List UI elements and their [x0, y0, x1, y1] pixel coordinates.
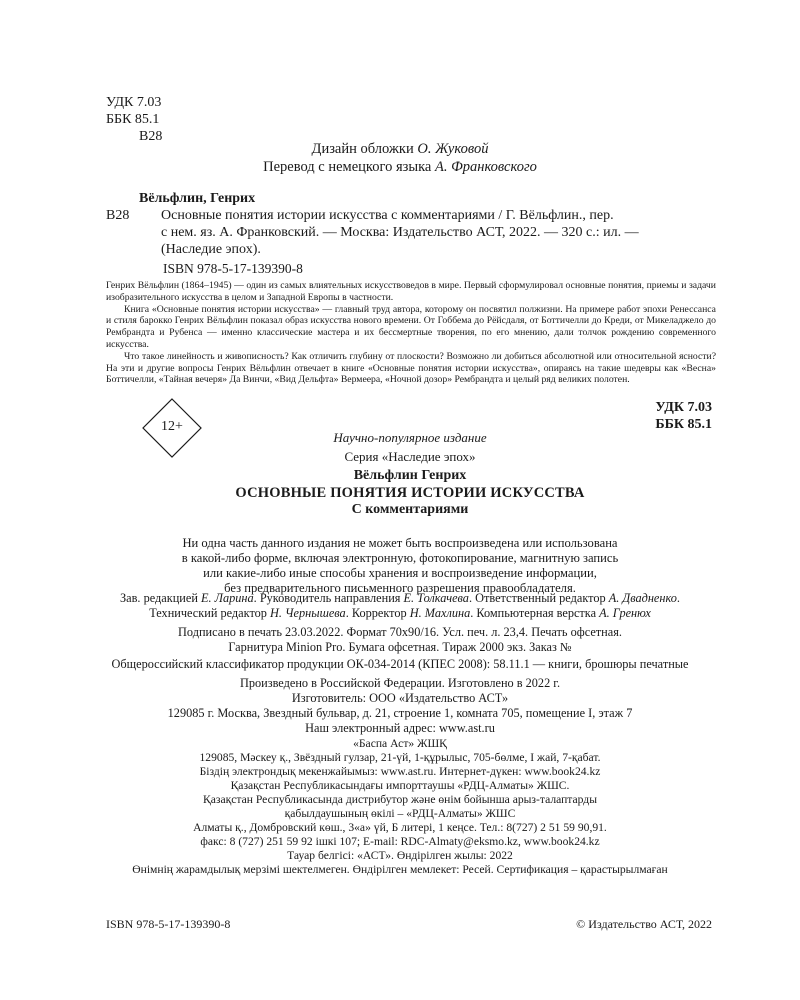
- staff-line: Зав. редакцией Е. Ларина. Руководитель направления Е. Толкачева. Ответственный редактор А. Двадненко.: [120, 591, 680, 605]
- copyright-notice: [0, 536, 800, 596]
- manufacturer-info: [0, 676, 800, 736]
- rights-line: или какие-либо иные способы хранения и воспроизведение информации,: [203, 566, 597, 580]
- catalog-line: с нем. яз. А. Франковский. — Москва: Издательство АСТ, 2022. — 320 с.: ил. —: [161, 225, 639, 240]
- kz-line: Алматы қ., Домбровский көш., 3«а» үй, Б литері, 1 кеңсе. Тел.: 8(727) 2 51 59 90,91.: [193, 821, 607, 834]
- bbk-code-right: ББК 85.1: [655, 417, 712, 432]
- book-title: ОСНОВНЫЕ ПОНЯТИЯ ИСТОРИИ ИСКУССТВА: [235, 485, 585, 501]
- kz-line: факс: 8 (727) 251 59 92 ішкі 107; E-mail: RDC-Almaty@eksmo.kz, www.book24.kz: [200, 835, 600, 848]
- annotation-paragraph: Книга «Основные понятия истории искусства» — главный труд автора, которому он посвятил полжизни. На примере работ эпохи Ренессанса и стиля барокко Генрих Вёльфлин показал образ искусства нового времени. От Гоббема до Рёйсдаля, от Боттичелли до Креди, от Микеладжело до Рембрандта и Рубенса — именно классические мастера и их бессмертные творения, по его мнению, дали толчок рождению современного искусства.: [106, 303, 716, 350]
- udk-code-right: УДК 7.03: [655, 400, 712, 415]
- made-line: Наш электронный адрес: www.ast.ru: [305, 721, 495, 735]
- rights-line: в какой-либо форме, включая электронную, фотокопирование, магнитную запись: [181, 551, 619, 565]
- rights-line: Ни одна часть данного издания не может быть воспроизведена или использована: [182, 536, 618, 550]
- footer-copyright: © Издательство АСТ, 2022: [576, 917, 712, 931]
- book-subtitle: С комментариями: [351, 502, 469, 517]
- print-line: Подписано в печать 23.03.2022. Формат 70х90/16. Усл. печ. л. 23,4. Печать офсетная.: [178, 625, 622, 639]
- kz-line: Тауар белгісі: «АСТ». Өндірілген жылы: 2022: [287, 849, 513, 862]
- kz-line: Қазақстан Республикасында дистрибутор және өнім бойынша арыз-талаптарды: [203, 793, 597, 806]
- edition-type: Научно-популярное издание: [333, 430, 487, 445]
- made-line: Изготовитель: ООО «Издательство АСТ»: [291, 691, 509, 705]
- kz-line: «Баспа Аст» ЖШҚ: [353, 737, 447, 750]
- age-rating-label: 12+: [161, 419, 183, 434]
- rights-line: без предварительного письменного разрешения правообладателя.: [224, 581, 576, 595]
- kz-line: Біздің электрондық мекенжайымыз: www.ast.ru. Интернет-дүкен: www.book24.kz: [199, 765, 601, 778]
- edition-author: Вёльфлин Генрих: [353, 468, 467, 483]
- kz-line: Қазақстан Республикасындағы импорттаушы «РДЦ-Алматы» ЖШС.: [230, 779, 570, 792]
- product-classifier: Общероссийский классификатор продукции ОК-034-2014 (КПЕС 2008): 58.11.1 — книги, брошюры печатные: [111, 657, 689, 671]
- kz-line: Өнімнің жарамдылық мерзімі шектелмеген. Өндірілген мемлекет: Ресей. Сертификация – қарастырылмаған: [132, 863, 668, 876]
- made-line: 129085 г. Москва, Звездный бульвар, д. 21, строение 1, комната 705, помещение I, этаж 7: [167, 706, 633, 720]
- kz-line: 129085, Мәскеу қ., Звёздный гулзар, 21-үй, 1-құрылыс, 705-бөлме, I жай, 7-қабат.: [199, 751, 601, 764]
- catalog-isbn: ISBN 978-5-17-139390-8: [163, 261, 303, 276]
- bbk-code: ББК 85.1: [106, 112, 160, 127]
- author-mark: В28: [139, 129, 163, 144]
- catalog-line: (Наследие эпох).: [161, 242, 261, 257]
- kz-line: қабылдаушының өкілі – «РДЦ-Алматы» ЖШС: [284, 807, 516, 820]
- kazakh-info: [0, 737, 800, 877]
- edition-block: [160, 428, 660, 518]
- footer-isbn: ISBN 978-5-17-139390-8: [106, 917, 231, 931]
- credits: [0, 140, 800, 176]
- series-name: Серия «Наследие эпох»: [344, 449, 476, 464]
- translation-credit: Перевод с немецкого языка А. Франковского: [263, 159, 537, 175]
- udk-code: УДК 7.03: [106, 95, 162, 110]
- annotation-paragraph: Генрих Вёльфлин (1864–1945) — один из самых влиятельных искусствоведов в мире. Первый сформулировал основные понятия, приемы и задачи изобразительного искусства в целом и Западной Европы в частности.: [106, 280, 716, 303]
- annotation-paragraph: Что такое линейность и живописность? Как отличить глубину от плоскости? Возможно ли добиться абсолютной или относительной ясности? На эти и другие вопросы Генрих Вёльфлин отвечает в книге «Основные понятия истории искусства», опираясь на такие шедевры как «Весна» Боттичелли, «Тайная вечеря» Да Винчи, «Вид Дельфта» Вермеера, «Ночной дозор» Рембрандта и целый ряд великих полотен.: [106, 350, 716, 386]
- print-line: Гарнитура Minion Pro. Бумага офсетная. Тираж 2000 экз. Заказ №: [228, 640, 572, 654]
- catalog-author: Вёльфлин, Генрих: [139, 191, 256, 206]
- print-info: [0, 625, 800, 655]
- udk-bbk-top: [106, 94, 162, 145]
- made-line: Произведено в Российской Федерации. Изготовлено в 2022 г.: [239, 676, 561, 690]
- staff-line: Технический редактор Н. Чернышева. Корректор Н. Махлина. Компьютерная верстка А. Гренюх: [149, 606, 651, 620]
- annotation: [106, 280, 716, 386]
- cover-design-credit: Дизайн обложки О. Жуковой: [311, 141, 489, 157]
- catalog-author-mark: В28: [106, 208, 130, 223]
- catalog-line: Основные понятия истории искусства с комментариями / Г. Вёльфлин., пер.: [161, 208, 614, 223]
- catalog-description: [161, 207, 716, 258]
- editorial-staff: [0, 591, 800, 621]
